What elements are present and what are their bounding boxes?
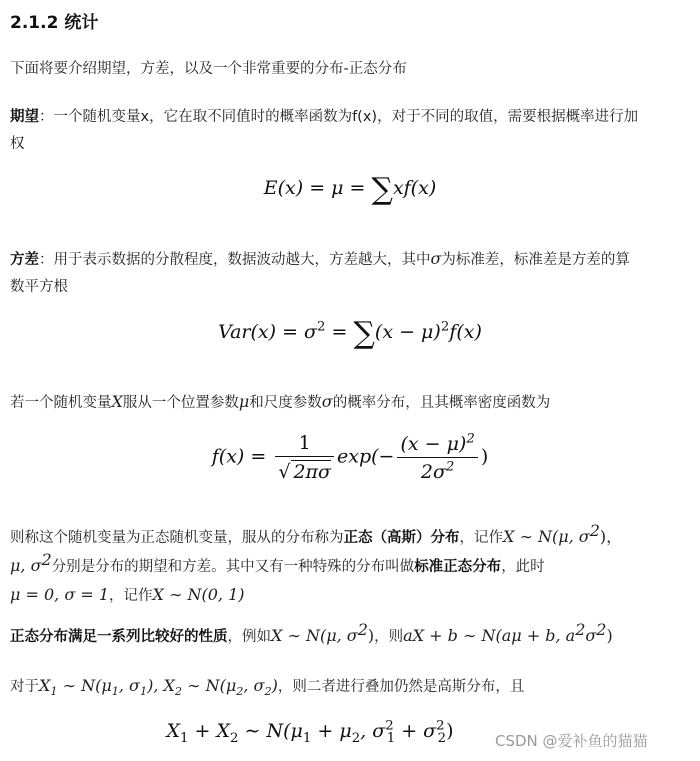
eq-part: X: [166, 720, 181, 742]
eq-subscript: 1: [302, 730, 312, 746]
csdn-watermark: CSDN @爱补鱼的猫猫: [495, 732, 648, 750]
eq-close-paren: ): [480, 445, 489, 468]
eq-exponent: 2: [466, 431, 475, 447]
normal-def-text-b: 服从一个位置参数: [122, 395, 239, 411]
desc-line1-text: 则称这个随机变量为正态随机变量，服从的分布称为: [10, 530, 344, 546]
term-standard-normal: 标准正态分布: [414, 559, 502, 575]
sigma-symbol: σ: [430, 249, 442, 268]
desc-line2-text: 分别是分布的期望和方差。其中又有一种特殊的分布叫做: [51, 559, 415, 575]
math-part: ∼ N(μ: [182, 676, 237, 695]
eq-subscript: 2: [230, 730, 239, 746]
math-notation-end: )，: [599, 527, 623, 546]
math-notation: aX + b ∼ N(aμ + b, a: [403, 626, 576, 645]
math-exponent: 2: [357, 620, 368, 640]
eq-subscript: 1: [180, 730, 189, 746]
variance-text-b: 为标准差，标准差是方差的算: [441, 252, 630, 268]
sqrt-radicand: 2πσ: [293, 461, 331, 483]
math-notation: μ = 0, σ = 1: [10, 585, 110, 604]
fraction-exponent: [397, 433, 477, 483]
math-subscript: 2: [264, 685, 272, 699]
sqrt-symbol: √: [278, 461, 291, 483]
intro-paragraph: 下面将要介绍期望，方差，以及一个非常重要的分布-正态分布: [10, 61, 407, 77]
sum-paragraph: [10, 672, 694, 701]
math-part: , σ: [118, 676, 140, 695]
sum-text-a: 对于: [10, 679, 39, 695]
math-notation: [39, 676, 278, 699]
eq-variance-lhs: Var(x) = σ: [218, 321, 318, 343]
normal-def-text-d: 的概率分布，且其概率密度函数为: [332, 395, 551, 411]
math-part: X: [39, 676, 51, 695]
property-text-b: ，则: [374, 629, 404, 645]
math-exponent: 2: [41, 550, 52, 570]
math-close-paren: ): [367, 626, 375, 645]
math-part: ), X: [147, 676, 175, 695]
expectation-paragraph: [10, 104, 694, 158]
eq-variance-rhs-b: f(x): [449, 321, 482, 343]
math-exponent: 2: [596, 620, 607, 640]
fraction-numerator: 1: [298, 432, 311, 454]
math-subscript: 2: [174, 685, 183, 699]
desc-line2-text-b: ，此时: [501, 559, 545, 575]
fraction-denominator: [397, 457, 477, 483]
var-X: X: [111, 392, 123, 411]
eq-exp: exp(−: [336, 445, 395, 468]
eq-subscript: 1: [386, 730, 396, 746]
eq-exponent: 2: [385, 718, 394, 734]
summation-symbol: ∑: [371, 172, 393, 207]
denominator-text: 2σ: [420, 460, 446, 483]
variance-paragraph: [10, 245, 694, 301]
math-subscript: 1: [139, 685, 148, 699]
variance-text-c: 数平方根: [10, 279, 68, 295]
var-sigma: σ: [321, 392, 333, 411]
eq-part: ): [446, 720, 454, 742]
math-close-paren: ): [606, 626, 613, 645]
variance-text: ：用于表示数据的分散程度，数据波动越大，方差越大，其中: [39, 252, 431, 268]
fraction-numerator: [397, 433, 477, 457]
eq-variance-rhs-a: (x − μ): [374, 321, 441, 343]
expectation-text: ：一个随机变量x，它在取不同值时的概率函数为f(x)，对于不同的取值，需要根据概率进行加: [39, 109, 639, 125]
desc-line3-text: ，记作: [109, 588, 153, 604]
property-paragraph: [10, 622, 694, 651]
eq-part: , σ: [360, 720, 386, 742]
normal-def-text-a: 若一个随机变量: [10, 395, 112, 411]
eq-pdf-lhs: f(x) =: [211, 445, 273, 468]
math-subscript: 2: [236, 685, 244, 699]
eq-subscript: 2: [437, 730, 447, 746]
math-exponent: 2: [575, 620, 586, 640]
fraction-denominator: [275, 456, 334, 483]
expectation-equation: [0, 172, 700, 207]
fraction-one-over-sqrt: [275, 432, 334, 483]
var-mu: μ: [238, 392, 250, 411]
math-notation: μ, σ: [10, 556, 42, 575]
normal-pdf-equation: [0, 432, 700, 483]
math-notation: X ∼ N(μ, σ: [503, 527, 590, 546]
eq-exponent: 2: [317, 319, 326, 335]
eq-expectation-rhs: xf(x): [392, 177, 437, 199]
expectation-label: 期望: [10, 109, 39, 125]
eq-exponent: 2: [436, 718, 445, 734]
normal-def-text-c: 和尺度参数: [249, 395, 322, 411]
expectation-text-cont: 权: [10, 136, 25, 152]
eq-exponent: 2: [440, 319, 450, 335]
math-part: ): [271, 676, 278, 695]
math-exponent: 2: [589, 521, 600, 541]
eq-part: + X: [188, 720, 231, 742]
section-heading: 2.1.2 统计: [10, 13, 99, 33]
numerator-text: (x − μ): [400, 432, 467, 455]
variance-label: 方差: [10, 252, 39, 268]
math-part: ∼ N(μ: [57, 676, 112, 695]
property-bold-text: 正态分布满足一系列比较好的性质: [10, 629, 228, 645]
eq-exponent: 2: [445, 459, 455, 475]
normal-description-paragraph: [10, 523, 694, 610]
normal-definition-paragraph: [10, 388, 694, 417]
desc-line1-text-b: ，记作: [459, 530, 503, 546]
math-subscript: 1: [50, 685, 58, 699]
eq-part: + σ: [395, 720, 437, 742]
math-sigma: σ: [585, 626, 597, 645]
eq-part: + μ: [311, 720, 352, 742]
eq-equals: =: [325, 321, 354, 343]
sum-text-b: ，则二者进行叠加仍然是高斯分布，且: [277, 679, 525, 695]
eq-part: ∼ N(μ: [238, 720, 303, 742]
term-normal-distribution: 正态（高斯）分布: [343, 530, 460, 546]
math-part: , σ: [243, 676, 265, 695]
summation-symbol: ∑: [353, 316, 375, 351]
eq-expectation-lhs: E(x) = μ =: [263, 177, 372, 199]
eq-subscript: 2: [351, 730, 361, 746]
math-subscript: 1: [111, 685, 119, 699]
property-text-a: ，例如: [227, 629, 271, 645]
math-notation: X ∼ N(μ, σ: [271, 626, 358, 645]
math-notation: X ∼ N(0, 1): [152, 585, 245, 604]
variance-equation: [0, 316, 700, 351]
